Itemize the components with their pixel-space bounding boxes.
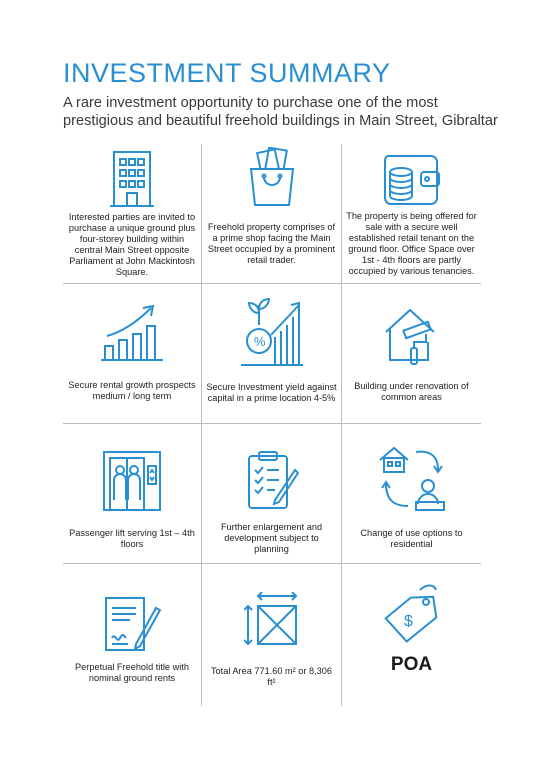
price-tag-icon: [382, 584, 442, 648]
cell-text: Building under renovation of common areas: [354, 381, 469, 402]
cell-text: Secure rental growth prospects medium / long term: [68, 380, 196, 401]
cell-change-of-use: [342, 424, 481, 564]
floor-area-icon: [244, 592, 300, 648]
clipboard-checklist-icon: [245, 450, 299, 510]
cell-text: Secure Investment yield against capital in a prime location 4-5%: [206, 382, 337, 403]
cell-text: Change of use options to residential: [360, 528, 463, 549]
rising-bar-chart-icon: [101, 304, 163, 362]
cell-text: Perpetual Freehold title with nominal ground rents: [75, 662, 189, 683]
cell-freehold: [63, 564, 202, 706]
cell-lift: [63, 424, 202, 564]
cell-tenant: [342, 144, 481, 284]
contract-pen-icon: [102, 594, 162, 654]
change-of-use-icon: [376, 442, 448, 514]
cell-shop: [202, 144, 342, 284]
price-on-application: POA: [390, 654, 433, 675]
cell-price: [342, 564, 481, 706]
cell-text: Interested parties are invited to purchase a unique ground plus four-storey building within central Main Street opposite Parliament at John Mackintosh Square.: [68, 212, 196, 277]
cell-enlargement: [202, 424, 342, 564]
page-subtitle: A rare investment opportunity to purchase one of the most prestigious and beautiful freehold buildings in Main Street, Gibraltar: [63, 95, 498, 129]
house-paint-roller-icon: [382, 306, 442, 368]
cell-rental-growth: [63, 284, 202, 424]
cell-text: Passenger lift serving 1st – 4th floors: [69, 528, 195, 549]
wallet-coins-icon: [381, 148, 443, 206]
cell-investment-yield: [202, 284, 342, 424]
svg-text:%: %: [253, 334, 266, 349]
summary-grid: [63, 144, 481, 706]
cell-renovation: [342, 284, 481, 424]
shopping-bag-icon: [245, 147, 299, 207]
cell-text: Freehold property comprises of a prime shop facing the Main Street occupied by a prominent retail trader.: [207, 222, 336, 265]
passenger-lift-icon: [102, 450, 162, 512]
cell-building: [63, 144, 202, 284]
office-building-icon: [110, 150, 154, 208]
cell-text: Total Area 771.60 m² or 8,306 ft²: [210, 666, 333, 687]
investment-growth-icon: [239, 297, 305, 367]
page-title: INVESTMENT SUMMARY: [63, 58, 391, 88]
cell-text: Further enlargement and development subject to planning: [220, 522, 323, 554]
svg-text:$: $: [403, 613, 413, 630]
cell-text: The property is being offered for sale with a secure well established retail tenant on the ground floor. Office Space over 1st - 4th floors are partly occupied by various tenancies.: [346, 211, 477, 276]
cell-total-area: [202, 564, 342, 706]
